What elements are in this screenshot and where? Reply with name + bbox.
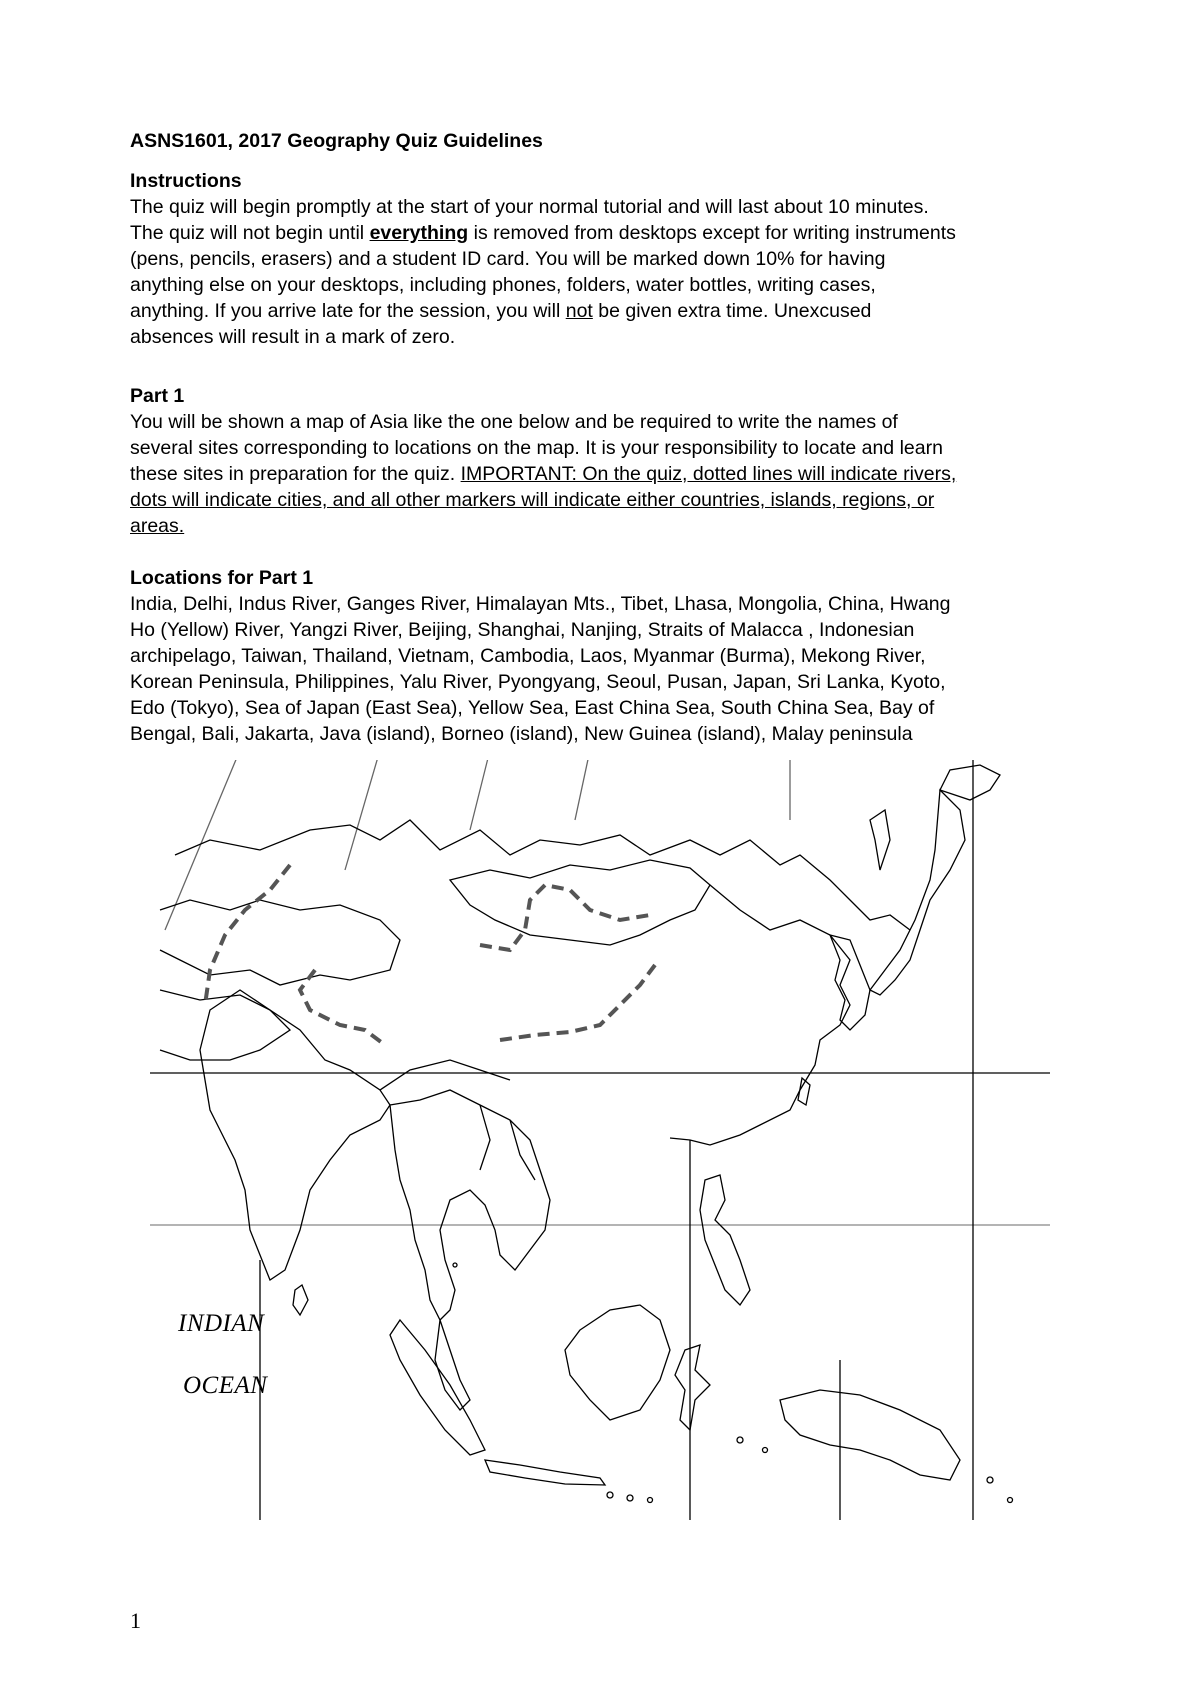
document-title: ASNS1601, 2017 Geography Quiz Guidelines (130, 130, 543, 152)
philippines-islands (700, 1175, 750, 1305)
myanmar-border (480, 1105, 490, 1170)
part1-heading: Part 1 (130, 385, 185, 407)
instructions-line (130, 220, 1090, 246)
taiwan-island (798, 1078, 810, 1105)
instructions-line: anything else on your desktops, including phones, folders, water bottles, writing cases, (130, 274, 876, 296)
southeast-asia-mainland (390, 1090, 550, 1320)
instructions-line: absences will result in a mark of zero. (130, 326, 456, 348)
yangzi-river (500, 965, 655, 1040)
instructions-line: The quiz will begin promptly at the start of your normal tutorial and will last about 10 minutes. (130, 196, 929, 218)
island-dot (763, 1448, 768, 1453)
instructions-section (130, 168, 1090, 350)
locations-line: archipelago, Taiwan, Thailand, Vietnam, Cambodia, Laos, Myanmar (Burma), Mekong River, (130, 645, 926, 667)
sakhalin-island (870, 810, 890, 870)
locations-line: Korean Peninsula, Philippines, Yalu River, Pyongyang, Seoul, Pusan, Japan, Sri Lanka, Kyoto, (130, 671, 946, 693)
island-dot (987, 1477, 993, 1483)
mongolia-border (450, 860, 710, 945)
emphasis-not: not (565, 300, 593, 322)
text-run: these sites in preparation for the quiz. (130, 463, 461, 485)
island-dot (627, 1495, 633, 1501)
island-dot (1008, 1498, 1013, 1503)
important-note: dots will indicate cities, and all other markers will indicate either countries, islands, regions, or (130, 489, 935, 511)
borneo-island (565, 1305, 670, 1420)
meridian-line (345, 760, 380, 870)
page-number: 1 (130, 1608, 141, 1633)
important-note: areas. (130, 515, 185, 537)
asia-outline-map (150, 760, 1050, 1520)
china-coast (670, 885, 850, 1145)
part1-line (130, 461, 1090, 487)
text-run: is removed from desktops except for writing instruments (468, 222, 956, 244)
laos-border (510, 1120, 535, 1180)
locations-line: India, Delhi, Indus River, Ganges River, Himalayan Mts., Tibet, Lhasa, Mongolia, China, Hwang (130, 593, 951, 615)
meridian-line (470, 760, 490, 830)
locations-line: Ho (Yellow) River, Yangzi River, Beijing, Shanghai, Nanjing, Straits of Malacca , Indonesian (130, 619, 915, 641)
sulawesi-island (675, 1345, 710, 1430)
island-dot (607, 1492, 613, 1498)
central-asia-border (160, 900, 400, 985)
meridian-line (575, 760, 590, 820)
text-run: The quiz will not begin until (130, 222, 370, 244)
island-dot (453, 1263, 457, 1267)
new-guinea-island (780, 1390, 960, 1480)
malay-peninsula (435, 1320, 470, 1410)
locations-line: Bengal, Bali, Jakarta, Java (island), Borneo (island), New Guinea (island), Malay peninsula (130, 723, 913, 745)
japan-islands (870, 790, 965, 995)
himalaya-border (380, 1060, 510, 1090)
sri-lanka-island (293, 1285, 308, 1315)
indian-ocean-label-line1: INDIAN (178, 1310, 265, 1337)
island-dot (648, 1498, 653, 1503)
island-dot (737, 1437, 743, 1443)
part1-line: several sites corresponding to locations on the map. It is your responsibility to locate and learn (130, 437, 943, 459)
locations-line: Edo (Tokyo), Sea of Japan (East Sea), Yellow Sea, East China Sea, South China Sea, Bay of (130, 697, 935, 719)
instructions-heading: Instructions (130, 170, 242, 192)
java-island (485, 1460, 605, 1485)
india-outline (200, 990, 390, 1280)
locations-heading: Locations for Part 1 (130, 567, 314, 589)
instructions-line (130, 298, 1090, 324)
text-run: be given extra time. Unexcused (592, 300, 872, 322)
emphasis-everything: everything (369, 222, 469, 244)
part1-line: You will be shown a map of Asia like the one below and be required to write the names of (130, 411, 898, 433)
hokkaido-island (940, 765, 1000, 800)
part1-section (130, 383, 1090, 539)
important-note: IMPORTANT: On the quiz, dotted lines will indicate rivers, (460, 463, 957, 485)
korean-peninsula (830, 935, 870, 1030)
indian-ocean-label-line2: OCEAN (183, 1372, 268, 1399)
ganges-river (300, 970, 385, 1045)
northern-border (175, 820, 910, 930)
locations-section (130, 565, 1090, 747)
text-run: anything. If you arrive late for the session, you will (130, 300, 566, 322)
instructions-line: (pens, pencils, erasers) and a student ID card. You will be marked down 10% for having (130, 248, 886, 270)
